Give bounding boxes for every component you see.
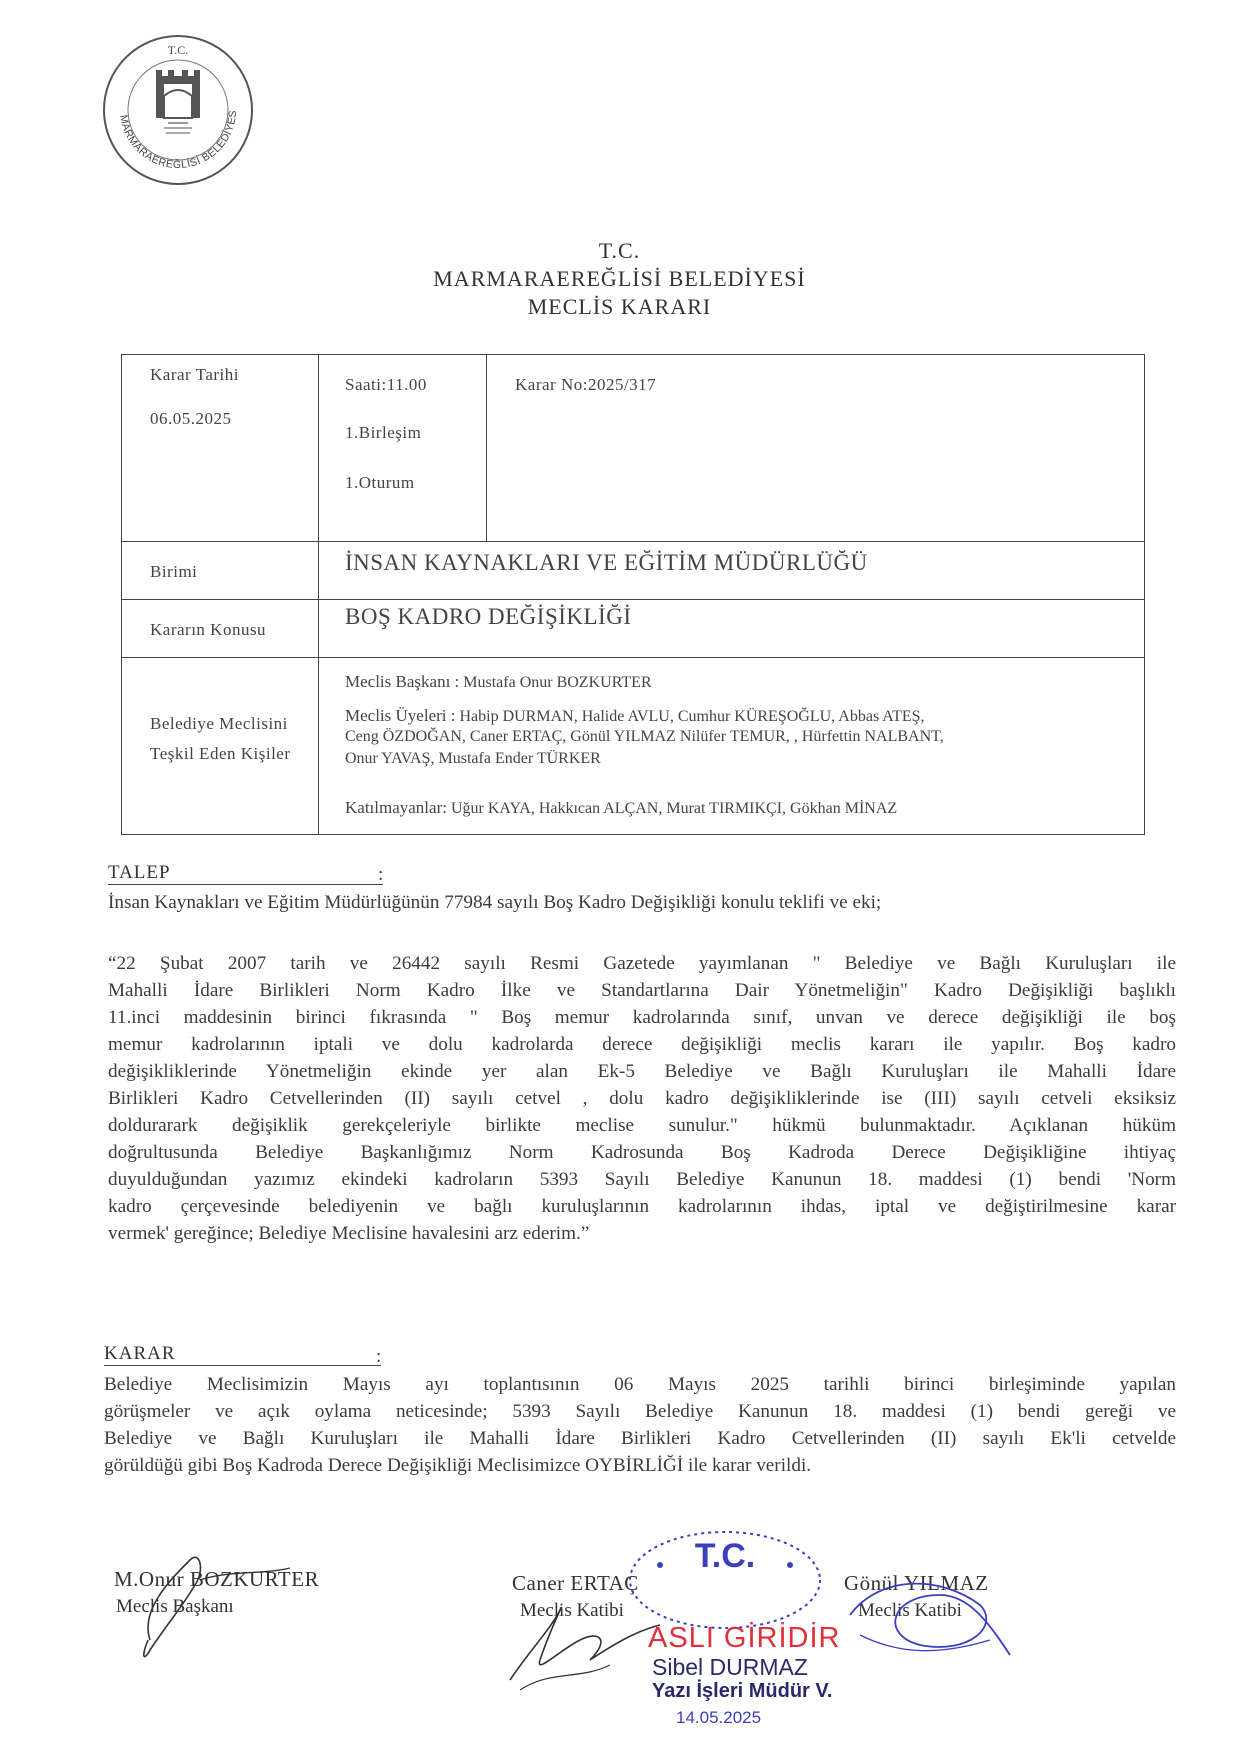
subject-label: Kararın Konusu [150, 620, 267, 639]
secretary1-signature-name: Caner ERTAÇ [512, 1571, 639, 1595]
stamp-name: ASLI GİRİDİR [648, 1622, 841, 1654]
decision-date-value: 06.05.2025 [150, 409, 232, 428]
request-line: kadro çerçevesinde belediyenin ve bağlı kuruluşlarının kadrolarının ihdas, iptal ve değiştirilmesine karar [108, 1196, 1176, 1217]
decision-number-cell [487, 355, 1145, 542]
request-colon: : [378, 864, 385, 885]
stamp-tc: T.C. [694, 1537, 756, 1575]
council-members-line1 [345, 706, 925, 726]
castle-icon [156, 70, 200, 134]
request-body [108, 950, 1176, 1247]
birlesim-value: 1.Birleşim [345, 423, 422, 442]
request-heading: TALEP [108, 862, 171, 883]
subject-value-cell [319, 600, 1145, 658]
unit-value: İNSAN KAYNAKLARI VE EĞİTİM MÜDÜRLÜĞÜ [345, 550, 868, 575]
decision-colon: : [376, 1346, 383, 1367]
council-members-2: Ceng ÖZDOĞAN, Caner ERTAÇ, Gönül YILMAZ Nilüfer TEMUR, , Hürfettin NALBANT, [345, 728, 944, 745]
request-line: doldurarark değişiklik gerekçeleriyle birlikte meclise sunulur." hükmü bulunmaktadır. Açıklanan hüküm [108, 1115, 1176, 1136]
request-line: değişikliklerinde Yönetmeliğin ekinde yer alan Ek-5 Belediye ve Bağlı Kuruluşları ile Mahalli İdare [108, 1061, 1176, 1082]
president-signature-name: M.Onur BOZKURTER [114, 1567, 320, 1591]
decision-line: görüşmeler ve açık oylama neticesinde; 5393 Sayılı Belediye Kanunun 18. maddesi (1) bendi gereği ve [104, 1401, 1176, 1422]
absent-members: Uğur KAYA, Hakkıcan ALÇAN, Murat TIRMIKÇI, Gökhan MİNAZ [450, 800, 898, 817]
request-line: 11.inci maddesinin birinci fıkrasında " Boş memur kadrolarında sınıf, unvan ve derece değişikliği ile boş [108, 1007, 1176, 1028]
municipality-seal [98, 30, 258, 190]
president-signature-scribble [110, 1540, 370, 1670]
council-president-line [345, 672, 652, 692]
subject-value: BOŞ KADRO DEĞİŞİKLİĞİ [345, 604, 632, 629]
decision-line: Belediye Meclisimizin Mayıs ayı toplantısının 06 Mayıs 2025 tarihli birinci birleşiminde yapılan [104, 1374, 1176, 1395]
secretary2-signature-scribble [820, 1555, 1030, 1685]
secretary2-signature-name: Gönül YILMAZ [844, 1571, 989, 1595]
date-cell [122, 355, 319, 542]
decision-heading-underline [104, 1365, 381, 1366]
seal-top-text: T.C. [167, 43, 189, 57]
header-decision-title: MECLİS KARARI [527, 294, 712, 319]
header-municipality: MARMARAEREĞLİSİ BELEDİYESİ [433, 266, 806, 291]
request-intro: İnsan Kaynakları ve Eğitim Müdürlüğünün 77984 sayılı Boş Kadro Değişikliği konulu teklifi ve eki; [108, 892, 882, 913]
request-line: doğrultusunda Belediye Başkanlığımız Norm Kadrosunda Boş Kadroda Derece Değişikliğine ihtiyaç [108, 1142, 1176, 1163]
request-line: Birlikleri Kadro Cetvellerinden (II) sayılı cetvel , dolu kadro değişikliklerinde ise (III) sayılı cetveli eksiksiz [108, 1088, 1176, 1109]
header-tc: T.C. [598, 238, 641, 263]
unit-label: Birimi [150, 562, 198, 581]
decision-body [104, 1371, 1176, 1480]
session-cell [319, 355, 487, 542]
decision-number: Karar No:2025/317 [515, 375, 657, 394]
members-label-line1: Belediye Meclisini [150, 714, 288, 733]
request-line: duyulduğundan yazımız ekindeki kadroların 5393 Sayılı Belediye Kanunun 18. maddesi (1) bendi 'Norm [108, 1169, 1176, 1190]
secretary2-signature-title: Meclis Katibi [858, 1600, 962, 1621]
unit-label-cell [122, 542, 319, 600]
request-line: vermek' gereğince; Belediye Meclisine havalesini arz ederim.” [108, 1223, 590, 1244]
secretary1-signature-title: Meclis Katibi [520, 1600, 624, 1621]
members-label-line2: Teşkil Eden Kişiler [150, 744, 291, 763]
members-value-cell [319, 658, 1145, 835]
members-label-cell [122, 658, 319, 835]
council-members-1: Habip DURMAN, Halide AVLU, Cumhur KÜREŞOĞLU, Abbas ATEŞ, [459, 708, 925, 725]
council-president-label: Meclis Başkanı : [345, 672, 460, 691]
time-value: Saati:11.00 [345, 375, 427, 394]
unit-value-cell [319, 542, 1145, 600]
request-line: Mahalli İdare Birlikleri Norm Kadro İlke ve Standartlarına Dair Yönetmeliğin" Kadro Değişikliği başlıklı [108, 980, 1176, 1001]
council-president: Mustafa Onur BOZKURTER [463, 674, 652, 691]
stamp-office: Yazı İşleri Müdür V. [652, 1680, 833, 1702]
president-signature-title: Meclis Başkanı [116, 1596, 234, 1617]
absent-line [345, 798, 897, 818]
request-line: memur kadrolarının iptali ve dolu kadrolarda derece değişikliği meclis kararı ile yapılır. Boş kadro [108, 1034, 1176, 1055]
decision-heading: KARAR [104, 1343, 176, 1364]
stamp-date: 14.05.2025 [676, 1708, 762, 1727]
decision-date-label: Karar Tarihi [150, 365, 239, 384]
stamp-person: Sibel DURMAZ [652, 1654, 808, 1680]
subject-label-cell [122, 600, 319, 658]
request-line: “22 Şubat 2007 tarih ve 26442 sayılı Resmi Gazetede yayımlanan " Belediye ve Bağlı Kuruluşları ile [108, 953, 1176, 974]
council-members-3: Onur YAVAŞ, Mustafa Ender TÜRKER [345, 750, 601, 767]
decision-line: Belediye ve Bağlı Kuruluşları ile Mahalli İdare Birlikleri Kadro Cetvellerinden (II) sayılı Ek'li cetvelde [104, 1428, 1176, 1449]
absent-label: Katılmayanlar: [345, 798, 447, 817]
council-members-label: Meclis Üyeleri : [345, 706, 456, 725]
decision-line: görüldüğü gibi Boş Kadroda Derece Değişikliği Meclisimizce OYBİRLİĞİ ile karar verildi. [104, 1455, 812, 1476]
decision-info-table [121, 354, 1145, 835]
seal-ring-text: MARMARAEREĞLİSİ BELEDİYES [117, 109, 240, 172]
oturum-value: 1.Oturum [345, 473, 415, 492]
request-heading-underline [108, 884, 383, 885]
